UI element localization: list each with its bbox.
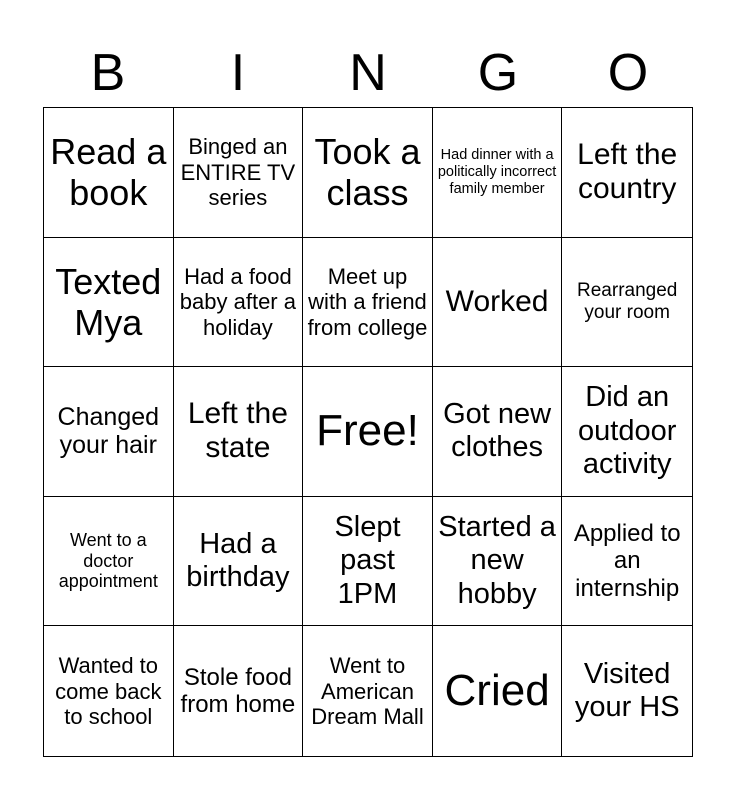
cell-text: Stole food from home: [180, 663, 296, 719]
cell-text: Slept past 1PM: [334, 511, 401, 610]
bingo-cell[interactable]: [562, 367, 692, 497]
bingo-cell[interactable]: [303, 238, 433, 368]
header-letter-i: I: [230, 44, 246, 102]
bingo-cell[interactable]: [174, 497, 304, 627]
bingo-cell[interactable]: [303, 626, 433, 756]
cell-text: Rearranged your room: [577, 280, 678, 323]
bingo-cell[interactable]: [44, 108, 174, 238]
cell-text: Free!: [316, 406, 419, 456]
cell-text: Worked: [445, 284, 549, 318]
cell-text: Read a book: [50, 130, 167, 214]
cell-text: Left the state: [187, 396, 288, 465]
cell-text: Had a food baby after a holiday: [179, 263, 296, 340]
header-letter-n: N: [349, 44, 387, 102]
cell-text: Went to a doctor appointment: [58, 530, 158, 592]
bingo-cell[interactable]: [562, 238, 692, 368]
bingo-cell[interactable]: [562, 108, 692, 238]
cell-text: Meet up with a friend from college: [307, 263, 428, 340]
bingo-cell[interactable]: [303, 108, 433, 238]
cell-text: Started a new hobby: [438, 511, 556, 610]
bingo-cell[interactable]: [44, 626, 174, 756]
cell-text: Visited your HS: [574, 657, 680, 724]
cell-text: Had dinner with a politically incorrect family member: [437, 147, 557, 197]
cell-text: Changed your hair: [57, 402, 160, 460]
bingo-cell[interactable]: [562, 626, 692, 756]
header-letter-o: O: [607, 44, 649, 102]
bingo-cell[interactable]: [44, 367, 174, 497]
bingo-cell[interactable]: [433, 497, 563, 627]
bingo-board: [43, 107, 693, 757]
bingo-cell[interactable]: [433, 238, 563, 368]
cell-text: Went to American Dream Mall: [311, 653, 424, 729]
bingo-header: [43, 40, 693, 106]
free-space[interactable]: [303, 367, 433, 497]
cell-text: Applied to an internship: [573, 519, 681, 602]
bingo-cell[interactable]: [433, 367, 563, 497]
bingo-cell[interactable]: [433, 108, 563, 238]
cell-text: Got new clothes: [443, 398, 552, 464]
cell-text: Wanted to come back to school: [55, 653, 162, 729]
cell-text: Texted Mya: [55, 260, 162, 343]
bingo-cell[interactable]: [174, 367, 304, 497]
cell-text: Took a class: [314, 130, 421, 214]
bingo-cell[interactable]: [562, 497, 692, 627]
cell-text: Had a birthday: [186, 527, 290, 594]
bingo-cell[interactable]: [44, 497, 174, 627]
cell-text: Left the country: [577, 137, 678, 206]
bingo-cell[interactable]: [174, 108, 304, 238]
bingo-cell[interactable]: [303, 497, 433, 627]
header-letter-g: G: [477, 44, 519, 102]
header-letter-b: B: [90, 44, 126, 102]
bingo-cell[interactable]: [433, 626, 563, 756]
cell-text: Cried: [444, 665, 550, 715]
cell-text: Did an outdoor activity: [578, 381, 677, 481]
bingo-cell[interactable]: [174, 238, 304, 368]
bingo-cell[interactable]: [174, 626, 304, 756]
cell-text: Binged an ENTIRE TV series: [180, 134, 296, 210]
bingo-cell[interactable]: [44, 238, 174, 368]
